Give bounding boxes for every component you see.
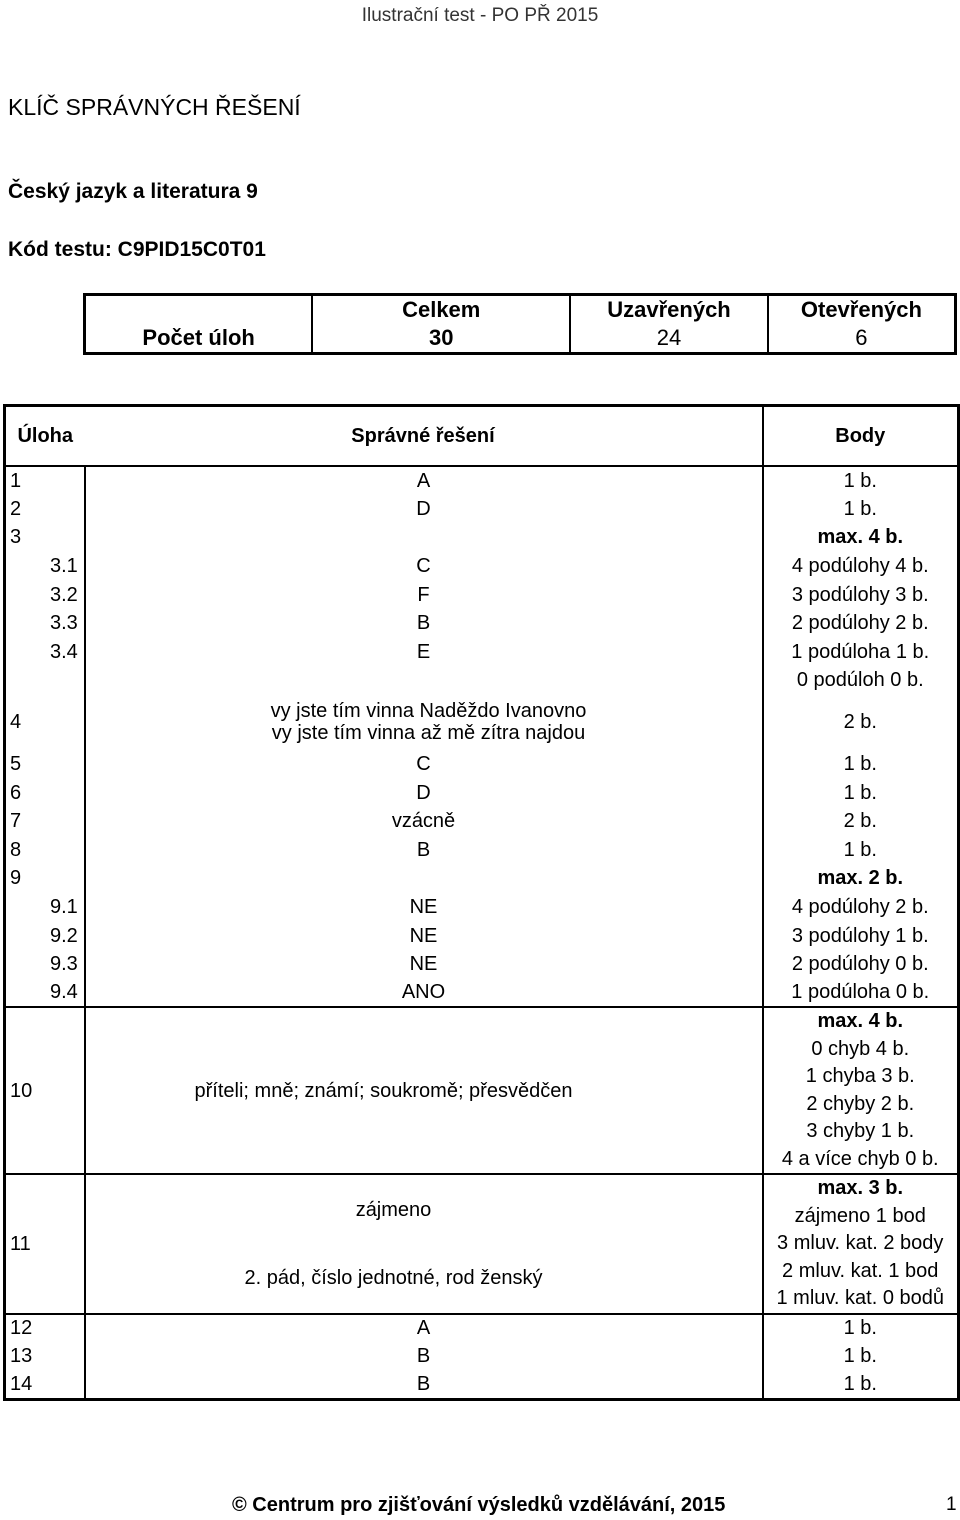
points-line: 2 b. (843, 810, 877, 833)
correct-answer (85, 695, 763, 750)
table-row (5, 750, 959, 779)
task-number: 4 (5, 695, 85, 750)
summary-header-total: Celkem (312, 295, 570, 325)
points-line: 2 chyby 2 b. (806, 1092, 915, 1115)
task-number: 9.3 (5, 950, 85, 979)
correct-answer: B (416, 838, 431, 861)
correct-answer: ANO (401, 981, 446, 1004)
points (763, 1371, 959, 1400)
answers-header-row (5, 406, 959, 467)
task-number: 3.1 (5, 552, 85, 581)
points-line: 4 a více chyb 0 b. (781, 1147, 939, 1170)
points-line: 1 b. (843, 838, 877, 861)
points (763, 921, 959, 950)
correct-answer (85, 1174, 763, 1314)
table-row (5, 893, 959, 922)
task-number (5, 666, 85, 695)
points-line: 3 podúlohy 3 b. (791, 583, 929, 606)
summary-header-open: Otevřených (768, 295, 956, 325)
correct-answer: C (416, 555, 431, 578)
points-line: 0 podúloh 0 b. (796, 669, 924, 692)
points-line: max. 4 b. (817, 1010, 904, 1033)
task-number: 9 (5, 864, 85, 893)
table-row (5, 609, 959, 638)
correct-answer (85, 864, 763, 893)
points (763, 523, 959, 552)
points (763, 893, 959, 922)
points (763, 836, 959, 865)
table-row (5, 807, 959, 836)
correct-answer: B (416, 1373, 431, 1396)
points (763, 466, 959, 495)
points-line: 2 podúlohy 0 b. (791, 953, 929, 976)
correct-answer: D (416, 781, 431, 804)
table-row (5, 580, 959, 609)
points-line: 1 b. (843, 753, 877, 776)
task-number: 9.1 (5, 893, 85, 922)
points-line: max. 4 b. (817, 526, 904, 549)
points (763, 864, 959, 893)
summary-value-open: 6 (768, 324, 956, 354)
table-row (5, 921, 959, 950)
header-solution: Správné řešení (85, 406, 763, 467)
points-line: 1 b. (843, 469, 877, 492)
table-row (5, 836, 959, 865)
points (763, 1314, 959, 1343)
task-number: 10 (5, 1007, 85, 1174)
points (763, 666, 959, 695)
correct-answer: NE (409, 953, 438, 976)
summary-header-closed: Uzavřených (570, 295, 768, 325)
points (763, 950, 959, 979)
points (763, 778, 959, 807)
table-row (5, 638, 959, 667)
answer-line: 2. pád, číslo jednotné, rod ženský (244, 1266, 543, 1289)
points-line: 2 mluv. kat. 1 bod (782, 1259, 939, 1282)
points-line: max. 2 b. (817, 867, 904, 890)
task-number: 3.2 (5, 580, 85, 609)
footer-copyright: © Centrum pro zjišťování výsledků vzdělávání, 2015 (232, 1494, 726, 1516)
summary-row-label: Počet úloh (142, 325, 255, 350)
correct-answer: B (416, 612, 431, 635)
answer-key-title: KLÍČ SPRÁVNÝCH ŘEŠENÍ (8, 94, 301, 120)
header-points: Body (763, 406, 959, 467)
correct-answer (85, 666, 763, 695)
answer-line: vy jste tím vinna Naděždo Ivanovno (270, 700, 587, 723)
correct-answer: B (416, 1345, 431, 1368)
table-row (5, 1342, 959, 1371)
points-line: 3 mluv. kat. 2 body (777, 1232, 944, 1255)
page-number: 1 (946, 1494, 957, 1515)
task-number: 12 (5, 1314, 85, 1343)
header-task: Úloha (5, 406, 85, 467)
task-number: 3 (5, 523, 85, 552)
summary-table (83, 293, 957, 355)
correct-answer: A (85, 1314, 763, 1343)
table-row (5, 666, 959, 695)
points-line: 1 b. (843, 1345, 877, 1368)
task-number: 3.3 (5, 609, 85, 638)
points (763, 580, 959, 609)
answer-line: vy jste tím vinna až mě zítra najdou (271, 722, 586, 745)
table-row (5, 466, 959, 495)
points-line: 1 podúloha 0 b. (791, 981, 930, 1004)
correct-answer: C (416, 753, 431, 776)
correct-answer (85, 523, 763, 552)
document-header-title: Ilustrační test - PO PŘ 2015 (361, 5, 599, 26)
points (763, 1007, 959, 1174)
table-row (5, 778, 959, 807)
points-line: 0 chyb 4 b. (811, 1037, 910, 1060)
test-code: Kód testu: C9PID15C0T01 (8, 238, 266, 261)
correct-answer: F (417, 583, 430, 606)
points-line: 1 chyba 3 b. (805, 1065, 915, 1088)
points-line: 1 b. (843, 497, 877, 520)
subject-title: Český jazyk a literatura 9 (8, 180, 258, 203)
answer-line: zájmeno (355, 1198, 432, 1221)
correct-answer: A (416, 469, 431, 492)
points-line: 3 chyby 1 b. (806, 1120, 915, 1143)
table-row (5, 979, 959, 1008)
summary-header-row (85, 295, 956, 325)
task-number: 3.4 (5, 638, 85, 667)
points (763, 1174, 959, 1314)
points-line: 4 podúlohy 4 b. (791, 555, 929, 578)
points (763, 695, 959, 750)
table-row (5, 864, 959, 893)
task-number: 11 (5, 1174, 85, 1314)
points-line: 1 b. (843, 781, 877, 804)
correct-answer: příteli; mně; známí; soukromě; přesvědčen (85, 1007, 763, 1174)
table-row (5, 1314, 959, 1343)
points-line: 1 b. (843, 1317, 877, 1340)
table-row (5, 495, 959, 524)
points (763, 552, 959, 581)
task-number: 8 (5, 836, 85, 865)
correct-answer: vzácně (391, 810, 456, 833)
task-number: 14 (5, 1371, 85, 1400)
summary-value-row (85, 324, 956, 354)
summary-value-total: 30 (312, 324, 570, 354)
points (763, 1342, 959, 1371)
task-number: 7 (5, 807, 85, 836)
points-line: 2 podúlohy 2 b. (791, 612, 929, 635)
points-line: 1 mluv. kat. 0 bodů (776, 1287, 944, 1310)
table-row (5, 552, 959, 581)
answers-table (3, 404, 960, 1401)
summary-value-closed: 24 (570, 324, 768, 354)
task-number: 9.4 (5, 979, 85, 1008)
points (763, 807, 959, 836)
task-number: 2 (5, 495, 85, 524)
table-row (5, 1371, 959, 1400)
correct-answer: NE (409, 896, 438, 919)
task-number: 13 (5, 1342, 85, 1371)
points-line: 4 podúlohy 2 b. (791, 896, 929, 919)
points-line: 3 podúlohy 1 b. (791, 924, 929, 947)
points-line: 2 b. (843, 711, 877, 734)
points (763, 609, 959, 638)
points-line: max. 3 b. (817, 1177, 904, 1200)
table-row (5, 1174, 959, 1314)
points-line: 1 b. (843, 1373, 877, 1396)
points-line: 1 podúloha 1 b. (791, 640, 930, 663)
summary-corner-cell (85, 295, 313, 325)
task-number: 5 (5, 750, 85, 779)
task-number: 1 (5, 466, 85, 495)
points (763, 979, 959, 1008)
table-row (5, 523, 959, 552)
table-row (5, 950, 959, 979)
task-number: 9.2 (5, 921, 85, 950)
points-line: zájmeno 1 bod (794, 1204, 926, 1227)
table-row (5, 695, 959, 750)
correct-answer: E (416, 640, 431, 663)
correct-answer: D (416, 497, 431, 520)
points (763, 495, 959, 524)
table-row (5, 1007, 959, 1174)
task-number: 6 (5, 778, 85, 807)
correct-answer: NE (409, 924, 438, 947)
points (763, 638, 959, 667)
points (763, 750, 959, 779)
